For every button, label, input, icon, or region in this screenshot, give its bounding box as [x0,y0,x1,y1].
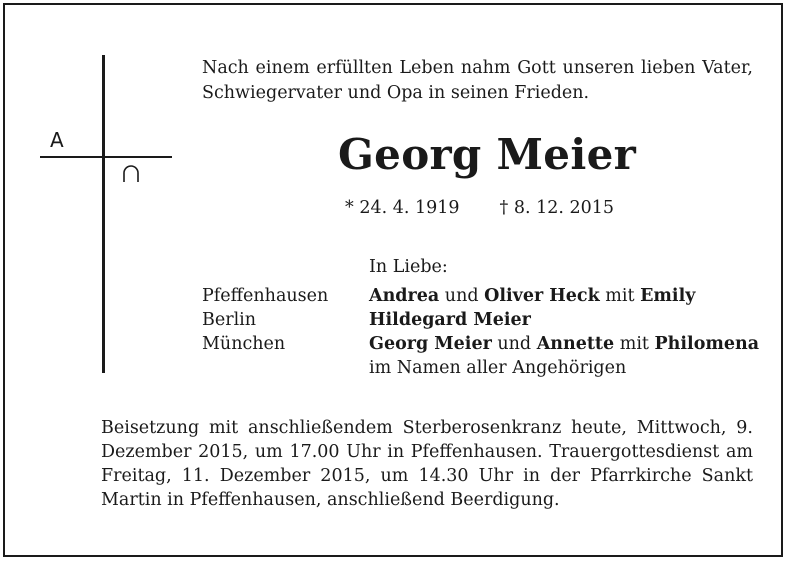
mourner-name: Emily [640,286,696,306]
death-date: † 8. 12. 2015 [499,198,615,218]
mourner-name: Georg Meier [369,334,492,354]
in-love-label: In Liebe: [369,257,448,277]
mourner-names [369,284,695,308]
cross-horizontal-bar [40,156,172,158]
mourner-connector: mit [599,286,641,306]
mourner-connector: und [439,286,485,306]
cross-vertical-bar [102,55,105,373]
mourner-row [202,284,759,308]
mourner-row [202,332,759,356]
birth-date: * 24. 4. 1919 [345,198,460,218]
mourner-connector: mit [614,334,655,354]
mourner-connector: und [491,334,537,354]
funeral-notice: Beisetzung mit anschließendem Sterberosenkranz heute, Mittwoch, 9. Dezember 2015, um 17.00 Uhr in Pfeffenhausen. Trauergottesdienst am Freitag, 11. Dezember 2015, um 14.30 Uhr in der Pfarrkirche Sankt Martin in Pfeffenhausen, anschließend Beerdigung. [101,418,753,510]
mourner-name: Oliver Heck [484,286,600,306]
closing-line: im Namen aller Angehörigen [369,358,627,378]
mourner-name: Philomena [654,334,760,354]
mourner-place: Berlin [202,310,257,330]
mourner-place: München [202,334,286,354]
mourner-row [202,308,759,332]
omega-glyph-icon [121,164,141,184]
mourner-names [369,308,531,332]
deceased-name: Georg Meier [338,130,637,179]
mourner-name: Annette [536,334,615,354]
mourner-name: Hildegard Meier [369,310,531,330]
mourner-names [369,332,759,356]
intro-text: Nach einem erfüllten Leben nahm Gott unseren lieben Vater, Schwiegervater und Opa in seinen Frieden. [202,58,753,103]
mourner-name: Andrea [369,286,440,306]
omega-icon [121,164,141,189]
mourners-list [202,284,759,356]
alpha-icon: A [50,128,64,152]
mourner-place: Pfeffenhausen [202,286,329,306]
life-dates [345,196,614,220]
